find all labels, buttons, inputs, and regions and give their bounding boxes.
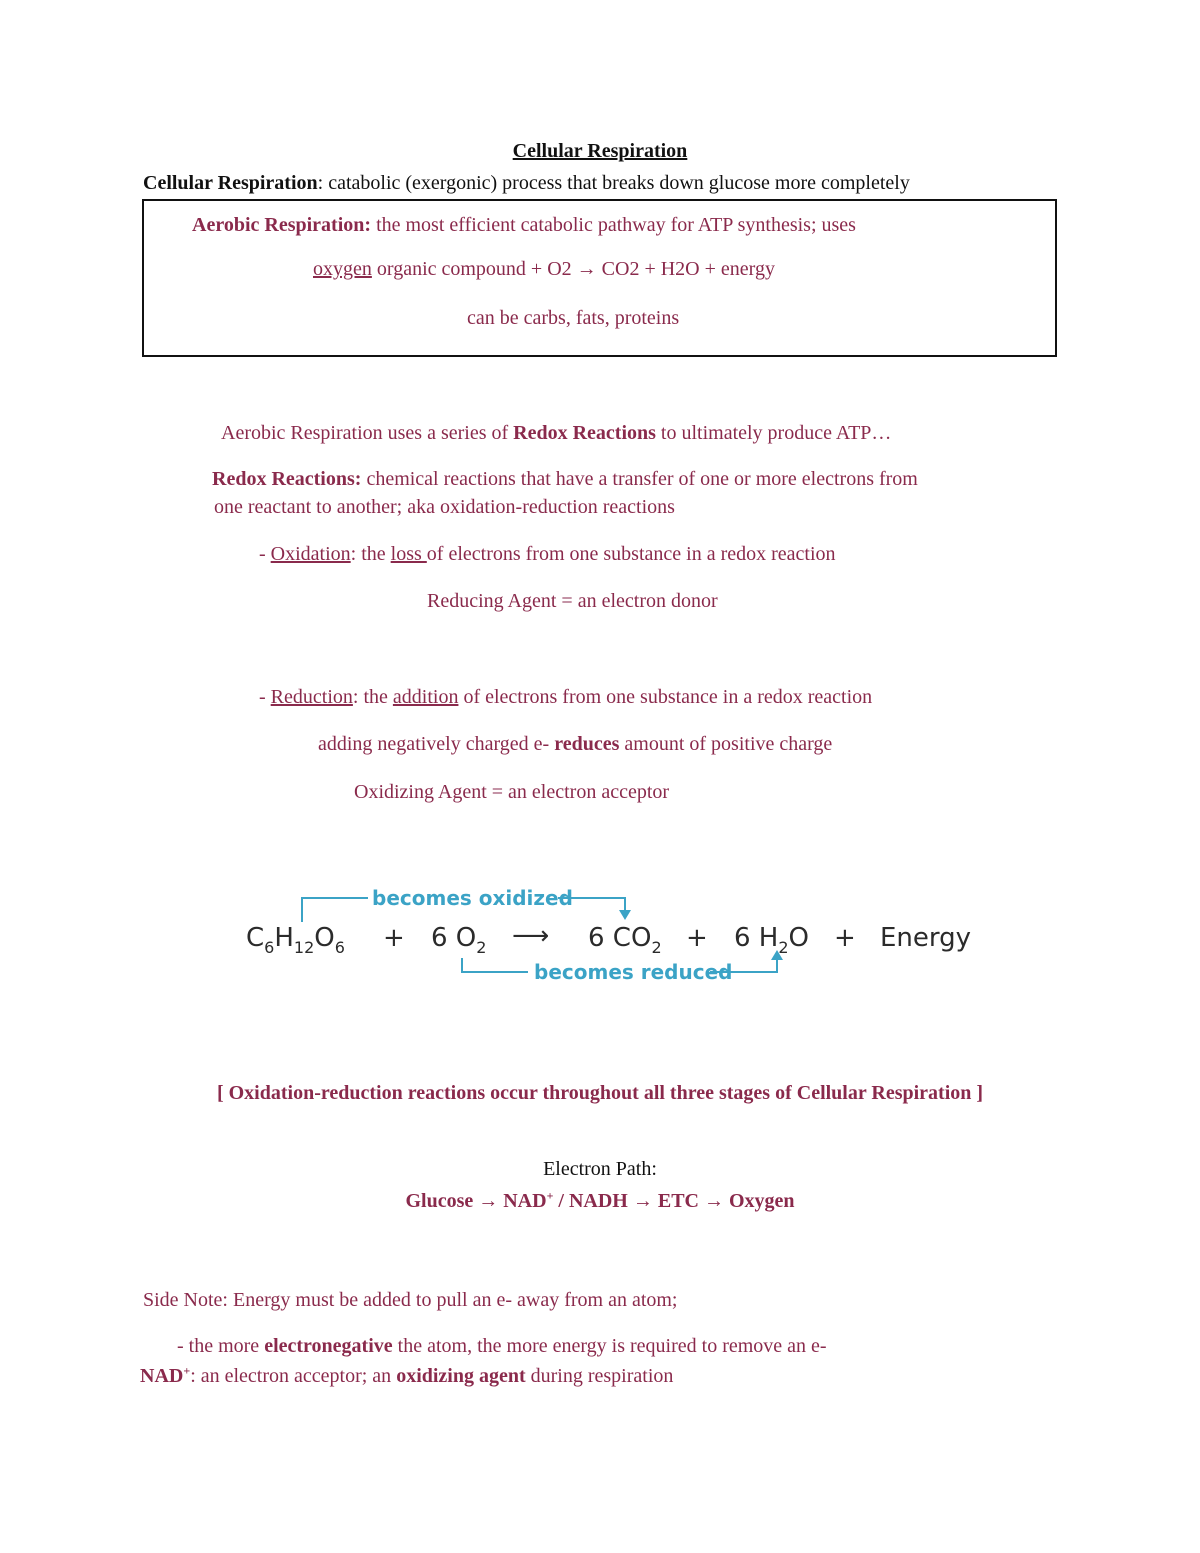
definition-term: Cellular Respiration — [143, 172, 318, 194]
reduced-bracket-left — [462, 958, 528, 972]
reduction-text-b: of electrons from one substance in a redox reaction — [458, 686, 873, 708]
nad-sup: + — [183, 1363, 191, 1378]
side-note-line2 — [177, 1335, 827, 1358]
electron-path-part2: / NADH → ETC → Oxygen — [553, 1190, 795, 1212]
aerobic-text: the most efficient catabolic pathway for ATP synthesis; uses — [371, 214, 856, 236]
oxygen-formula: 6 $O_2$ — [431, 923, 487, 957]
side-note-line1: Side Note: Energy must be added to pull an e- away from an atom; — [143, 1289, 678, 1311]
electron-path-heading: Electron Path: — [543, 1158, 657, 1180]
reduction-note-before: adding negatively charged e- — [318, 733, 555, 755]
reduction-text-a: the — [358, 686, 393, 708]
oxidation-colon: : — [350, 543, 357, 565]
oxidation-line — [259, 543, 836, 566]
reduction-note — [318, 733, 832, 756]
stages-note: [ Oxidation-reduction reactions occur throughout all three stages of Cellular Respiration ] — [216, 1082, 984, 1104]
redox-intro-after: to ultimately produce ATP… — [655, 422, 892, 444]
side-note-line2-after: the atom, the more energy is required to remove an e- — [392, 1335, 827, 1357]
redox-intro — [221, 422, 891, 445]
oxygen-word: oxygen — [313, 258, 372, 280]
energy-word: Energy — [880, 923, 972, 953]
oxidized-bracket-left — [302, 898, 368, 922]
side-note-line2-bold: electronegative — [264, 1335, 393, 1357]
co2-formula: 6 $CO_2$ — [588, 923, 662, 957]
reduction-colon: : — [352, 686, 359, 708]
nad-bold: oxidizing agent — [396, 1365, 526, 1387]
reduction-note-bold: reduces — [554, 733, 620, 755]
oxidation-dash: - — [259, 543, 271, 565]
redox-reaction-figure — [240, 880, 980, 990]
aerobic-note: can be carbs, fats, proteins — [467, 307, 680, 329]
oxidation-term: Oxidation — [270, 543, 351, 565]
redox-text1: chemical reactions that have a transfer of one or more electrons from — [361, 468, 918, 490]
redox-term: Redox Reactions: — [212, 468, 362, 490]
aerobic-equation — [313, 258, 775, 281]
reduction-line — [259, 686, 872, 709]
glucose-formula: $C_6H_{12}O_6$ — [246, 923, 345, 957]
reduction-dash: - — [259, 686, 271, 708]
plus-2: + — [686, 923, 708, 953]
electron-path-sup: + — [546, 1188, 554, 1203]
nad-text1: : an electron acceptor; an — [190, 1365, 397, 1387]
reaction-arrow: ⟶ — [512, 921, 550, 951]
reduction-term: Reduction — [270, 686, 353, 708]
side-note-line2-before: - the more — [177, 1335, 265, 1357]
reduction-note-after: amount of positive charge — [619, 733, 833, 755]
electron-path-part1: Glucose → NAD — [405, 1190, 547, 1212]
aerobic-term: Aerobic Respiration: — [192, 214, 372, 236]
page-title: Cellular Respiration — [512, 140, 688, 162]
redox-definition-line1 — [212, 468, 918, 491]
plus-3: + — [834, 923, 856, 953]
oxidation-text-b: of electrons from one substance in a redox reaction — [426, 543, 836, 565]
side-note-line3 — [140, 1365, 673, 1388]
oxidizing-agent: Oxidizing Agent = an electron acceptor — [354, 781, 670, 803]
electron-path — [0, 1190, 1200, 1213]
oxidized-arrowhead — [619, 910, 631, 920]
oxidation-key: loss — [390, 543, 427, 565]
nad-term: NAD — [140, 1365, 184, 1387]
plus-1: + — [383, 923, 405, 953]
label-becomes-oxidized: becomes oxidized — [372, 886, 573, 910]
reduction-key: addition — [392, 686, 459, 708]
redox-intro-bold: Redox Reactions — [513, 422, 656, 444]
redox-definition-line2: one reactant to another; aka oxidation-reduction reactions — [214, 496, 675, 518]
reducing-agent: Reducing Agent = an electron donor — [427, 590, 718, 612]
definition-line — [143, 172, 910, 195]
definition-text: : catabolic (exergonic) process that breaks down glucose more completely — [317, 172, 910, 194]
redox-intro-before: Aerobic Respiration uses a series of — [221, 422, 514, 444]
label-becomes-reduced: becomes reduced — [534, 960, 733, 984]
oxidation-text-a: the — [356, 543, 391, 565]
aerobic-equation-text: organic compound + O2 → CO2 + H2O + energy — [371, 258, 775, 280]
nad-text2: during respiration — [525, 1365, 674, 1387]
aerobic-definition — [192, 214, 856, 237]
water-formula: 6 $H_2O$ — [734, 923, 810, 957]
